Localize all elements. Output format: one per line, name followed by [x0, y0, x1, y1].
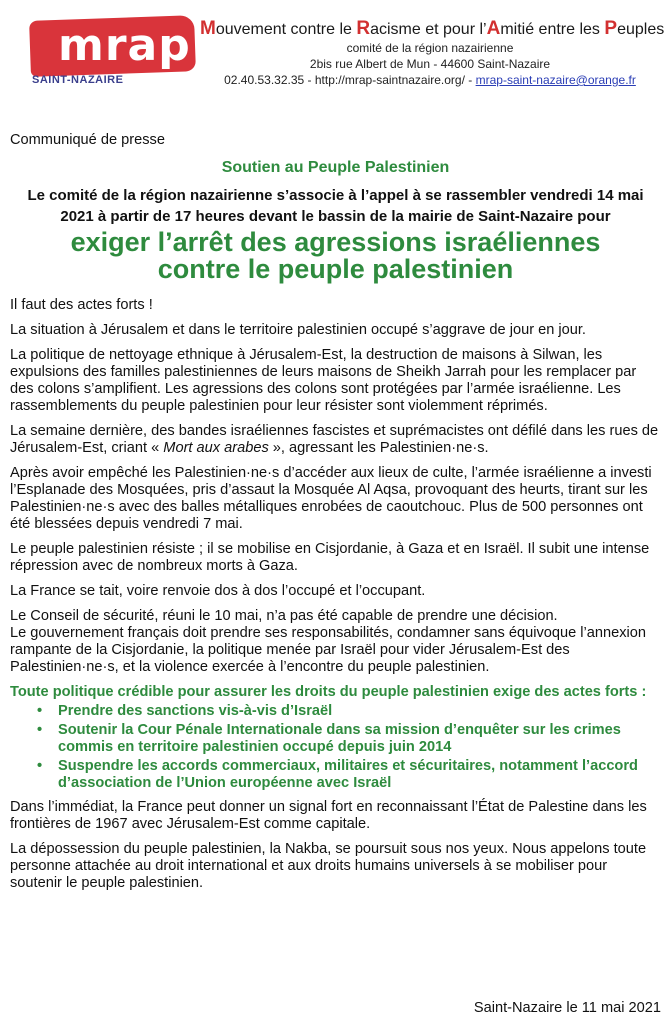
paragraph-6: Le peuple palestinien résiste ; il se mobilise en Cisjordanie, à Gaza et en Israël. Il subit une intense répression avec de nombreux morts à Gaza.: [10, 541, 650, 574]
paragraph-10: La dépossession du peuple palestinien, la Nakba, se poursuit sous nos yeux. Nous appelons toute personne attachée au droit international et aux droits humains universels à se mobiliser pour soutenir le peuple palestinien.: [10, 841, 647, 891]
paragraph-8-line-2: Le gouvernement français doit prendre ses responsabilités, condamner sans équivoque l’annexion rampante de la Cisjordanie, la politique menée par Israël pour vider Jérusalem-Est des Palestinien·ne·s, et la violence exercée à l’encontre du peuple palestinien.: [10, 625, 647, 675]
communique-label: Communiqué de presse: [10, 132, 165, 148]
bullet: •: [37, 703, 43, 719]
list-item: [10, 703, 661, 720]
bullet: •: [37, 758, 43, 774]
org-word: mitié entre les: [500, 21, 605, 38]
demands-intro: Toute politique crédible pour assurer les droits du peuple palestinien exige des actes forts :: [10, 684, 647, 700]
phone-website: 02.40.53.32.35 - http://mrap-saintnazaire.org/ -: [224, 73, 473, 87]
headline-line-1: exiger l’arrêt des agressions israéliennes: [70, 227, 601, 257]
paragraph-2: La situation à Jérusalem et dans le territoire palestinien occupé s’aggrave de jour en jour.: [10, 322, 586, 338]
org-word: acisme et pour l’: [370, 21, 487, 38]
list-item: [10, 722, 661, 756]
demands-list: [10, 703, 661, 792]
paragraph-1: Il faut des actes forts !: [10, 297, 153, 313]
demand-text: Suspendre les accords commerciaux, militaires et sécuritaires, notamment l’accord d’association de l’Union européenne avec Israël: [58, 758, 638, 791]
organization-name: [200, 18, 665, 40]
demand-text: Soutenir la Cour Pénale Internationale dans sa mission d’enquêter sur les crimes commis en territoire palestinien occupé depuis juin 2014: [58, 722, 621, 755]
headline: [10, 229, 661, 283]
contact-line: [200, 72, 660, 88]
org-initial-p: P: [604, 18, 618, 39]
demand-text: Prendre des sanctions vis-à-vis d’Israël: [58, 703, 333, 719]
signature-date: Saint-Nazaire le 11 mai 2021: [473, 1000, 661, 1016]
org-word: euples: [617, 21, 665, 38]
paragraph-5: Après avoir empêché les Palestinien·ne·s d’accéder aux lieux de culte, l’armée israélienne a investi l’Esplanade des Mosquées, pris d’assaut la Mosquée Al Aqsa, provoquant des heurts, tirant sur les Palestinien·ne·s avec des balles métalliques enrobées de caoutchouc. Plus de 500 personnes ont été blessées depuis vendredi 7 mai.: [10, 465, 652, 532]
org-initial-a: A: [486, 18, 501, 39]
paragraph-4: [10, 423, 661, 457]
mrap-logo: [30, 18, 195, 90]
press-release-body: [10, 132, 661, 900]
paragraph-7: La France se tait, voire renvoie dos à dos l’occupé et l’occupant.: [10, 583, 426, 599]
paragraph-4-end: », agressant les Palestinien·ne·s.: [268, 440, 489, 456]
quote: Mort aux arabes: [163, 440, 269, 456]
subtitle: Soutien au Peuple Palestinien: [221, 159, 450, 176]
paragraph-9: Dans l’immédiat, la France peut donner un signal fort en reconnaissant l’État de Palestine dans les frontières de 1967 avec Jérusalem-Est comme capitale.: [10, 799, 647, 832]
paragraph-8: [10, 608, 661, 676]
email-link[interactable]: mrap-saint-nazaire@orange.fr: [475, 73, 636, 87]
org-initial-m: M: [200, 18, 216, 39]
paragraph-3: La politique de nettoyage ethnique à Jérusalem-Est, la destruction de maisons à Silwan, les expulsions des familles palestiniennes de leurs maisons de Sheikh Jarrah pour les remplacer par des colons s’amplifient. Les agressions des colons sont protégées par l’armée israélienne. Les rassemblements du peuple palestinien pour leur résister sont violemment réprimés.: [10, 347, 637, 414]
lead-paragraph: Le comité de la région nazairienne s’associe à l’appel à se rassembler vendredi 14 mai 2021 à partir de 17 heures devant le bassin de la mairie de Saint-Nazaire pour: [27, 187, 644, 225]
letterhead: [200, 18, 665, 88]
paragraph-4-start: La semaine dernière, des bandes israéliennes fascistes et suprémacistes ont défilé dans les rues de Jérusalem-Est, criant «: [10, 423, 659, 456]
headline-line-2: contre le peuple palestinien: [157, 254, 514, 284]
paragraph-8-line-1: Le Conseil de sécurité, réuni le 10 mai, n’a pas été capable de prendre une décision.: [10, 608, 558, 624]
org-word: ouvement contre le: [215, 21, 357, 38]
list-item: [10, 758, 661, 792]
org-initial-r: R: [356, 18, 371, 39]
logo-city: SAINT-NAZAIRE: [32, 74, 124, 86]
address: 2bis rue Albert de Mun - 44600 Saint-Nazaire: [309, 57, 551, 71]
committee-name: comité de la région nazairienne: [346, 41, 514, 55]
bullet: •: [37, 722, 43, 738]
logo-text: mrap: [58, 20, 191, 71]
